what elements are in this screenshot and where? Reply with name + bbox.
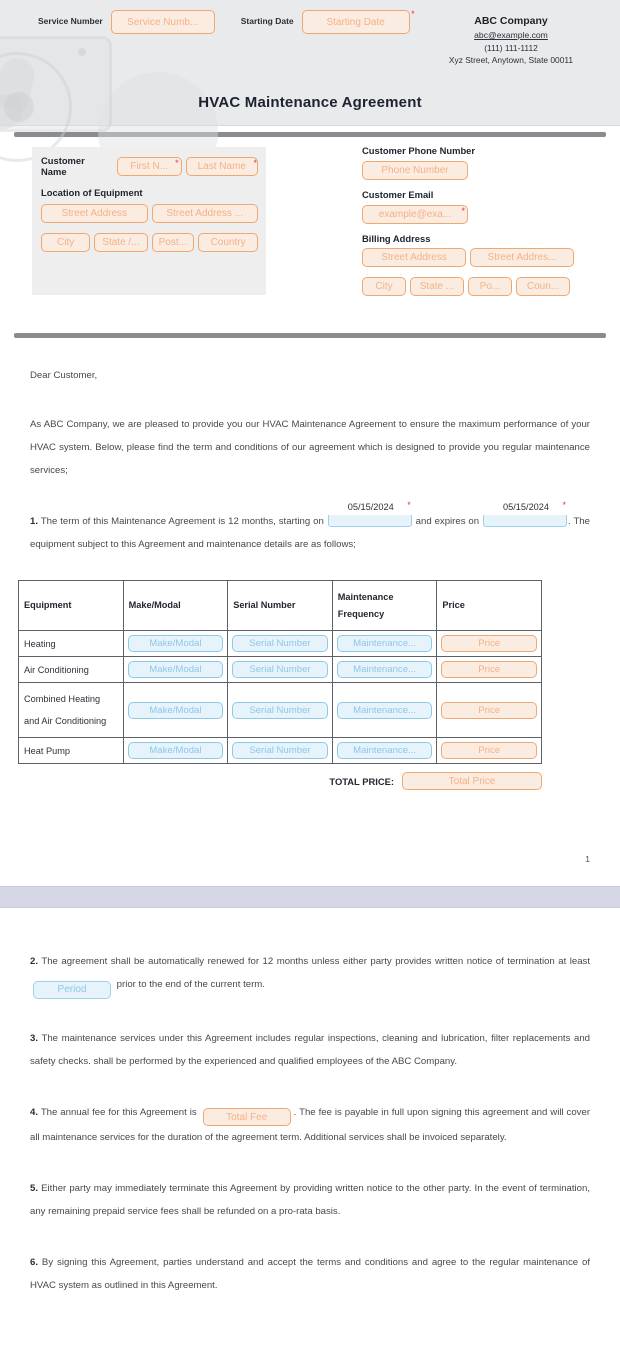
- billing-street-row: [362, 248, 602, 267]
- serial-number-input[interactable]: [232, 702, 328, 719]
- location-country-input[interactable]: [198, 233, 258, 252]
- location-city-input[interactable]: [41, 233, 90, 252]
- company-info-block: [416, 14, 606, 66]
- clause-4-number: 4.: [30, 1106, 39, 1118]
- clause-5-number: 5.: [30, 1183, 39, 1194]
- column-header-mf-line1: Maintenance: [337, 591, 394, 602]
- clause-2-number: 2.: [30, 956, 39, 967]
- make-modal-placeholder: Make/Modal: [128, 742, 224, 759]
- intro-paragraph: As ABC Company, we are pleased to provide you our HVAC Maintenance Agreement to ensure the maximum performance of your HVAC system. Below, please find the term and conditions of our agreement which is designed to provide you regular maintenance services;: [30, 419, 590, 476]
- required-asterisk: *: [253, 157, 257, 168]
- maintenance-frequency-input[interactable]: [337, 702, 433, 719]
- location-street-address-2-placeholder: Street Address ...: [166, 208, 244, 219]
- maintenance-frequency-input[interactable]: [337, 661, 433, 678]
- row-serial-cell: [228, 631, 333, 657]
- row-make-cell: [123, 631, 228, 657]
- required-asterisk: *: [562, 500, 567, 510]
- total-price-label: TOTAL PRICE:: [329, 775, 394, 787]
- document-page-2: [0, 950, 620, 1350]
- customer-name-label: Customer Name: [41, 155, 85, 177]
- column-header-equipment: Equipment: [19, 581, 124, 631]
- customer-email-input[interactable]: [362, 205, 468, 224]
- end-date-input[interactable]: [483, 500, 567, 527]
- customer-information-section: [0, 137, 620, 327]
- service-number-label: Service Number: [38, 16, 103, 26]
- service-number-placeholder: Service Numb...: [127, 16, 199, 28]
- location-postal-input[interactable]: [152, 233, 195, 252]
- table-row: [19, 657, 542, 683]
- billing-city-input[interactable]: [362, 277, 406, 296]
- table-header-row: [19, 581, 542, 631]
- total-price-row: [18, 772, 542, 790]
- row-make-cell: [123, 738, 228, 764]
- service-number-input[interactable]: [111, 10, 215, 34]
- maintenance-frequency-placeholder: Maintenance...: [337, 702, 433, 719]
- make-modal-input[interactable]: [128, 742, 224, 759]
- company-name: ABC Company: [474, 15, 548, 27]
- letter-body: [0, 364, 620, 556]
- row-equipment-name: Combined Heating and Air Conditioning: [19, 683, 124, 738]
- price-placeholder: Price: [441, 702, 537, 719]
- column-header-make-modal: Make/Modal: [123, 581, 228, 631]
- starting-date-input[interactable]: [302, 9, 415, 34]
- location-city-placeholder: City: [57, 237, 75, 248]
- row-price-cell: [437, 738, 542, 764]
- billing-street-address-2-placeholder: Street Addres...: [487, 252, 557, 263]
- row-frequency-cell: [332, 683, 437, 738]
- row-make-cell: [123, 683, 228, 738]
- clause-1-text-c: . The equipment subject to this Agreement and maintenance details are as follows;: [30, 516, 590, 550]
- billing-street-address-1-placeholder: Street Address: [381, 252, 447, 263]
- first-name-input[interactable]: [117, 157, 182, 176]
- customer-name-row: [41, 155, 258, 177]
- make-modal-input[interactable]: [128, 635, 224, 652]
- customer-phone-group: [362, 145, 602, 180]
- clause-5: [30, 1177, 590, 1223]
- start-date-value: 05/15/2024: [347, 502, 394, 512]
- location-state-placeholder: State /...: [102, 237, 140, 248]
- customer-phone-label: Customer Phone Number: [362, 145, 476, 156]
- column-header-price: Price: [437, 581, 542, 631]
- row-frequency-cell: [332, 657, 437, 683]
- location-country-placeholder: Country: [210, 237, 246, 248]
- billing-address-label: Billing Address: [362, 233, 431, 244]
- clause-3: [30, 1027, 590, 1073]
- make-modal-placeholder: Make/Modal: [128, 702, 224, 719]
- maintenance-frequency-input[interactable]: [337, 635, 433, 652]
- make-modal-input[interactable]: [128, 661, 224, 678]
- price-placeholder: Price: [441, 742, 537, 759]
- price-input[interactable]: [441, 635, 537, 652]
- customer-email-label: Customer Email: [362, 189, 434, 200]
- clause-1-text-a: The term of this Maintenance Agreement is 12 months, starting on: [40, 516, 324, 527]
- row-equipment-name: Heat Pump: [19, 738, 124, 764]
- row-serial-cell: [228, 657, 333, 683]
- end-date-value-wrap: [483, 500, 569, 515]
- price-placeholder: Price: [441, 635, 537, 652]
- total-price-input[interactable]: [402, 772, 542, 790]
- page-title: HVAC Maintenance Agreement: [198, 94, 422, 111]
- clause-4-text-a: The annual fee for this Agreement is: [40, 1106, 197, 1118]
- last-name-input[interactable]: [186, 157, 258, 176]
- customer-right-panel: [362, 145, 602, 305]
- billing-street-address-2-input[interactable]: [470, 248, 574, 267]
- price-input[interactable]: [441, 661, 537, 678]
- location-of-equipment-label: Location of Equipment: [41, 187, 143, 198]
- total-fee-input[interactable]: [203, 1108, 291, 1126]
- row-frequency-cell: [332, 738, 437, 764]
- table-row: [19, 683, 542, 738]
- clause-3-number: 3.: [30, 1032, 39, 1044]
- row-equipment-name: Air Conditioning: [19, 657, 124, 683]
- clause-5-text: Either party may immediately terminate this Agreement by providing written notice to the other party. In the event of termination, any remaining prepaid service fees shall be refunded on a pro-rata basis.: [30, 1183, 591, 1217]
- row-serial-cell: [228, 738, 333, 764]
- table-row: [19, 738, 542, 764]
- make-modal-placeholder: Make/Modal: [128, 635, 224, 652]
- column-header-maintenance-frequency: [332, 581, 437, 631]
- customer-left-panel: [32, 147, 266, 295]
- location-postal-placeholder: Post...: [158, 237, 187, 248]
- clause-1-text-b: and expires on: [415, 516, 480, 527]
- serial-number-input[interactable]: [232, 742, 328, 759]
- billing-country-input[interactable]: [516, 277, 570, 296]
- document-header: [0, 0, 620, 126]
- location-street-row: [41, 204, 258, 223]
- clause-3-text: The maintenance services under this Agreement includes regular inspections, cleaning and lubrication, filter replacements and safety checks. shall be performed by the experienced and qualified employees of the ABC Company.: [30, 1032, 590, 1067]
- maintenance-frequency-placeholder: Maintenance...: [337, 635, 433, 652]
- location-street-address-1-input[interactable]: [41, 204, 148, 223]
- location-city-row: [41, 233, 258, 252]
- billing-state-input[interactable]: [410, 277, 464, 296]
- period-input[interactable]: [33, 981, 111, 999]
- row-price-cell: [437, 657, 542, 683]
- billing-city-placeholder: City: [375, 281, 393, 292]
- clause-4: [30, 1101, 590, 1150]
- customer-phone-input[interactable]: [362, 161, 468, 180]
- clause-2: [30, 950, 590, 999]
- customer-email-placeholder: example@exa...: [378, 209, 452, 220]
- serial-number-input[interactable]: [232, 661, 328, 678]
- serial-number-placeholder: Serial Number: [232, 742, 328, 759]
- billing-postal-placeholder: Po...: [479, 281, 501, 292]
- clause-1-number: 1.: [30, 516, 39, 527]
- equipment-table: [18, 580, 542, 764]
- clause-6-text: By signing this Agreement, parties understand and accept the terms and conditions and agree to the regular maintenance of HVAC system as outlined in this Agreement.: [30, 1257, 590, 1291]
- row-price-cell: [437, 631, 542, 657]
- required-asterisk: *: [461, 206, 465, 216]
- required-asterisk: *: [411, 9, 415, 19]
- location-street-address-2-input[interactable]: [152, 204, 259, 223]
- price-input[interactable]: [441, 742, 537, 759]
- total-price-placeholder: Total Price: [448, 775, 496, 787]
- row-make-cell: [123, 657, 228, 683]
- serial-number-placeholder: Serial Number: [232, 661, 328, 678]
- section-divider-bottom: [14, 333, 606, 338]
- company-email-link[interactable]: abc@example.com: [474, 30, 548, 41]
- start-date-value-wrap: [328, 500, 414, 515]
- maintenance-frequency-input[interactable]: [337, 742, 433, 759]
- required-asterisk: *: [175, 157, 179, 168]
- clause-6-number: 6.: [30, 1257, 39, 1268]
- clause-6: [30, 1251, 590, 1297]
- hvac-unit-watermark-dot-icon: [78, 48, 86, 56]
- serial-number-placeholder: Serial Number: [232, 702, 328, 719]
- serial-number-input[interactable]: [232, 635, 328, 652]
- row-frequency-cell: [332, 631, 437, 657]
- billing-address-group: [362, 233, 602, 296]
- starting-date-label: Starting Date: [240, 16, 294, 26]
- last-name-placeholder: Last Name: [197, 160, 246, 172]
- billing-postal-input[interactable]: [468, 277, 512, 296]
- company-address: Xyz Street, Anytown, State 00011: [448, 54, 574, 65]
- table-row: [19, 631, 542, 657]
- location-state-input[interactable]: [94, 233, 147, 252]
- company-phone: (111) 111-1112: [484, 42, 538, 53]
- clause-4-text-b: . The fee is payable in full upon signing this agreement and will cover all maintenance services for the duration of the agreement term. Additional services shall be invoiced separately.: [30, 1106, 591, 1143]
- make-modal-input[interactable]: [128, 702, 224, 719]
- clause-2-text-a: The agreement shall be automatically renewed for 12 months unless either party provides written notice of termination at least: [41, 956, 590, 967]
- customer-email-group: [362, 189, 602, 224]
- row-price-cell: [437, 683, 542, 738]
- clause-1: [30, 500, 590, 556]
- row-serial-cell: [228, 683, 333, 738]
- start-date-input[interactable]: [328, 500, 412, 527]
- billing-state-placeholder: State ...: [419, 281, 455, 292]
- page-break-separator: [0, 886, 620, 908]
- column-header-mf-line2: Frequency: [337, 608, 385, 619]
- billing-city-row: [362, 277, 602, 296]
- price-input[interactable]: [441, 702, 537, 719]
- total-fee-placeholder: Total Fee: [226, 1111, 268, 1123]
- price-placeholder: Price: [441, 661, 537, 678]
- end-date-value: 05/15/2024: [503, 502, 550, 512]
- column-header-serial-number: Serial Number: [228, 581, 333, 631]
- starting-date-placeholder: Starting Date: [326, 16, 385, 28]
- maintenance-frequency-placeholder: Maintenance...: [337, 742, 433, 759]
- billing-street-address-1-input[interactable]: [362, 248, 466, 267]
- clause-2-text-b: prior to the end of the current term.: [116, 979, 265, 990]
- row-equipment-name: Heating: [19, 631, 124, 657]
- billing-country-placeholder: Coun...: [526, 281, 560, 292]
- first-name-placeholder: First N...: [130, 160, 169, 172]
- location-street-address-1-placeholder: Street Address: [61, 208, 128, 219]
- maintenance-frequency-placeholder: Maintenance...: [337, 661, 433, 678]
- required-asterisk: *: [407, 500, 411, 510]
- make-modal-placeholder: Make/Modal: [128, 661, 224, 678]
- salutation: Dear Customer,: [30, 370, 98, 381]
- page-number: 1: [585, 854, 590, 864]
- customer-phone-placeholder: Phone Number: [381, 165, 449, 176]
- period-placeholder: Period: [57, 984, 87, 995]
- serial-number-placeholder: Serial Number: [232, 635, 328, 652]
